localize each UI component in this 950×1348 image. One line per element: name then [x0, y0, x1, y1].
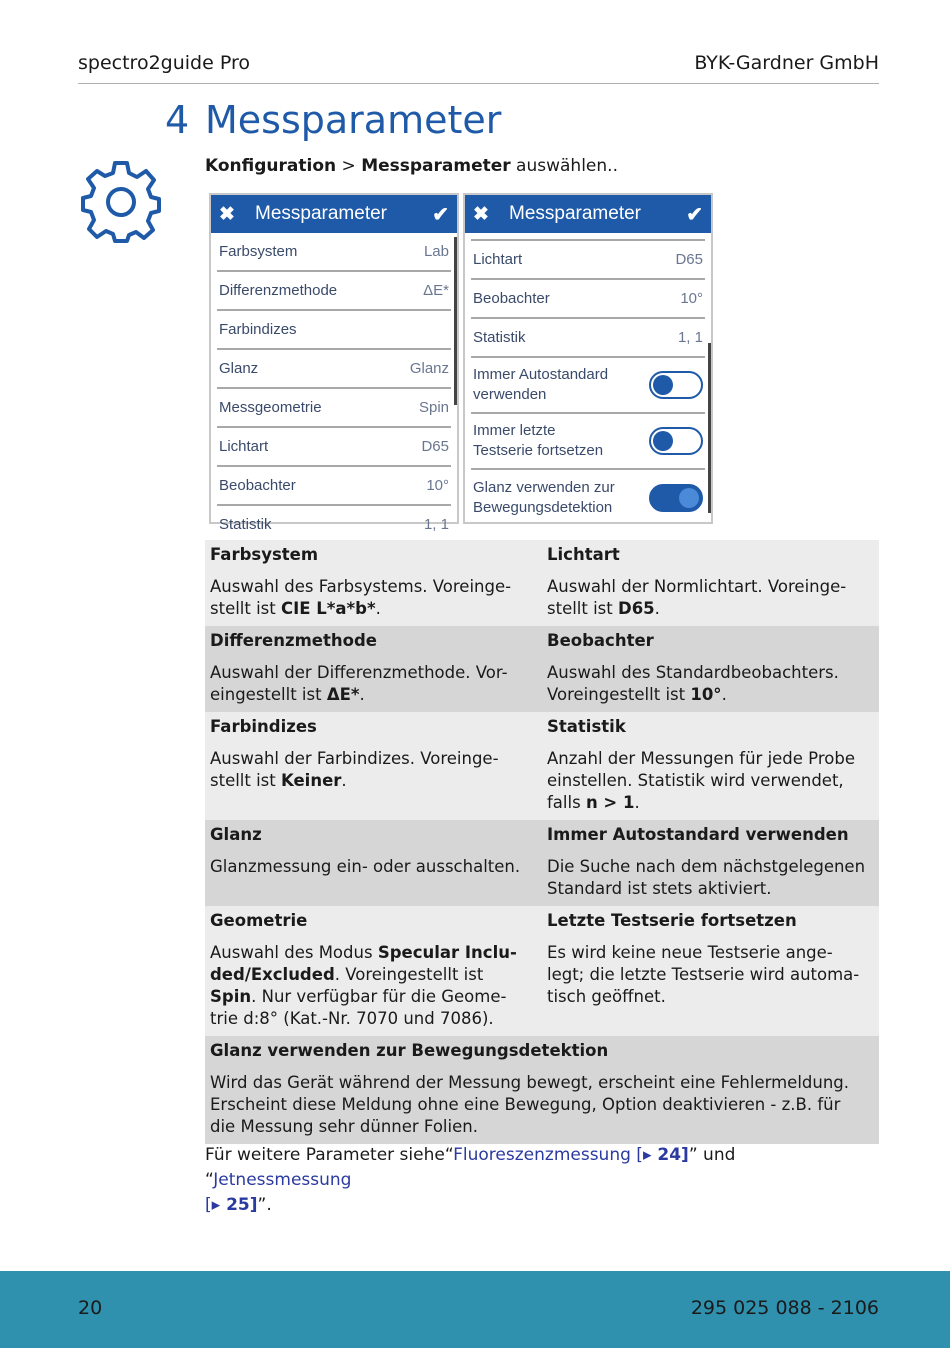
- parameter-table: [205, 540, 879, 1144]
- param-text: .: [341, 771, 347, 790]
- list-item-testserie[interactable]: [471, 414, 705, 470]
- param-text: eingestellt ist: [210, 685, 327, 704]
- param-farbsystem: [205, 540, 542, 626]
- param-beobachter: [542, 626, 879, 712]
- checkmark-icon[interactable]: ✔: [432, 203, 449, 226]
- param-text: tisch geöffnet.: [547, 987, 666, 1006]
- param-default: Keiner: [281, 771, 342, 790]
- header-company: BYK-Gardner GmbH: [694, 52, 879, 74]
- toggle-knob: [653, 431, 673, 451]
- param-heading: Immer Autostandard verwenden: [547, 825, 849, 844]
- link-text: [: [205, 1195, 212, 1215]
- param-farbindizes: [205, 712, 542, 820]
- table-row: [205, 820, 879, 906]
- param-text: Wird das Gerät während der Messung bewegt, erscheint eine Fehlermeldung.: [210, 1073, 850, 1092]
- param-text: stellt ist: [210, 599, 281, 618]
- close-icon[interactable]: ✖: [219, 203, 235, 225]
- param-heading: Farbindizes: [210, 717, 317, 736]
- screen-header: [211, 195, 457, 233]
- table-row: [205, 626, 879, 712]
- param-text: trie d:8° (Kat.-Nr. 7070 und 7086).: [210, 1009, 494, 1028]
- list-item-lichtart[interactable]: [471, 241, 705, 280]
- param-text: Auswahl der Normlichtart. Voreinge-: [547, 577, 847, 596]
- param-text: Auswahl der Differenzmethode. Vor-: [210, 663, 508, 682]
- list-item-autostandard[interactable]: [471, 358, 705, 414]
- list-item-label: Messgeometrie: [219, 399, 322, 416]
- screen-title: Messparameter: [255, 203, 387, 224]
- chapter-title: [165, 98, 501, 142]
- param-lichtart: [542, 540, 879, 626]
- list-item-lichtart[interactable]: [217, 428, 451, 467]
- see-also-prefix: Für weitere Parameter siehe“: [205, 1145, 454, 1165]
- param-text: .: [375, 599, 381, 618]
- list-item-beobachter[interactable]: [471, 280, 705, 319]
- param-text: einstellen. Statistik wird verwendet,: [547, 771, 844, 790]
- param-differenzmethode: [205, 626, 542, 712]
- gear-icon: [82, 160, 160, 242]
- list-item-value: 10°: [680, 290, 703, 307]
- param-text: Voreingestellt ist: [547, 685, 691, 704]
- param-text: Standard ist stets aktiviert.: [547, 879, 772, 898]
- param-text: Glanzmessung ein- oder ausschalten.: [210, 857, 521, 876]
- param-text: Es wird keine neue Testserie ange-: [547, 943, 833, 962]
- list-item-value: Lab: [423, 243, 449, 260]
- intro-menu-2: Messparameter: [361, 156, 511, 176]
- param-text: .: [359, 685, 365, 704]
- list-item-differenzmethode[interactable]: [217, 272, 451, 311]
- param-text: . Nur verfügbar für die Geome-: [251, 987, 507, 1006]
- list-item-label: [473, 478, 615, 518]
- link-page: 24]: [651, 1145, 689, 1165]
- table-row: [205, 1036, 879, 1144]
- param-text: .: [721, 685, 727, 704]
- param-heading: Glanz verwenden zur Bewegungsdetektion: [210, 1041, 609, 1060]
- param-text: .: [634, 793, 640, 812]
- param-default: Spin: [210, 987, 252, 1006]
- intro-text: [205, 156, 618, 176]
- param-text: . Voreingestellt ist: [334, 965, 484, 984]
- intro-suffix: auswählen..: [510, 156, 618, 176]
- param-default: 10°: [690, 685, 722, 704]
- screen-messparameter-2: [463, 193, 713, 524]
- page-number: 20: [78, 1297, 103, 1319]
- list-item-value: Glanz: [409, 360, 449, 377]
- param-glanz: [205, 820, 542, 906]
- label-line: Bewegungsdetektion: [473, 499, 613, 516]
- param-mode: ded/Excluded: [210, 965, 335, 984]
- param-bewegungsdetektion: [205, 1036, 879, 1144]
- param-heading: Statistik: [547, 717, 626, 736]
- param-text: Anzahl der Messungen für jede Probe: [547, 749, 855, 768]
- screen-title: Messparameter: [509, 203, 641, 224]
- caret-right-icon: ▸: [642, 1145, 652, 1165]
- chapter-title-text: Messparameter: [205, 98, 502, 142]
- link-fluoreszenzmessung[interactable]: [453, 1145, 689, 1165]
- see-also-text: [205, 1143, 879, 1218]
- list-item-label: Farbsystem: [219, 243, 298, 260]
- list-item-messgeometrie[interactable]: [217, 389, 451, 428]
- list-item-label: [473, 365, 608, 405]
- scrollbar[interactable]: [708, 343, 711, 513]
- label-line: Immer Autostandard: [473, 366, 609, 383]
- label-line: Glanz verwenden zur: [473, 479, 615, 496]
- label-line: verwenden: [473, 386, 547, 403]
- param-autostandard: [542, 820, 879, 906]
- checkmark-icon[interactable]: ✔: [686, 203, 703, 226]
- scrollbar[interactable]: [454, 237, 457, 405]
- close-icon[interactable]: ✖: [473, 203, 489, 225]
- param-text: falls: [547, 793, 586, 812]
- list-item-label: Beobachter: [219, 477, 296, 494]
- header-product: spectro2guide Pro: [78, 52, 250, 74]
- list-item-farbindizes[interactable]: [217, 311, 451, 350]
- toggle-knob: [653, 375, 673, 395]
- param-heading: Farbsystem: [210, 545, 319, 564]
- list-item-label: Glanz: [219, 360, 259, 377]
- param-heading: Lichtart: [547, 545, 620, 564]
- list-item-value: D65: [421, 438, 449, 455]
- screen-messparameter-1: [209, 193, 459, 533]
- param-default: D65: [618, 599, 655, 618]
- link-text: Jetnessmessung: [213, 1170, 352, 1190]
- toggle-knob: [679, 488, 699, 508]
- link-page: 25]: [220, 1195, 258, 1215]
- list-item-beobachter[interactable]: [217, 467, 451, 506]
- list-item-value: 1, 1: [423, 516, 449, 533]
- parameter-list: [465, 233, 711, 526]
- list-item-farbsystem[interactable]: [217, 233, 451, 272]
- list-item-label: Lichtart: [473, 251, 523, 268]
- param-default: CIE L*a*b*: [281, 599, 376, 618]
- parameter-list: [211, 233, 457, 545]
- list-item-value: Spin: [418, 399, 449, 416]
- list-item-divider: [471, 233, 705, 241]
- testserie-toggle[interactable]: [649, 427, 703, 455]
- param-statistik: [542, 712, 879, 820]
- link-jetnessmessung[interactable]: [205, 1170, 351, 1215]
- list-item-label: [473, 421, 603, 461]
- table-row: [205, 906, 879, 1036]
- param-text: die Messung sehr dünner Folien.: [210, 1117, 478, 1136]
- list-item-label: Lichtart: [219, 438, 269, 455]
- list-item-value: 10°: [426, 477, 449, 494]
- list-item-glanz[interactable]: [217, 350, 451, 389]
- param-text: Auswahl des Farbsystems. Voreinge-: [210, 577, 512, 596]
- screen-header: [465, 195, 711, 233]
- list-item-value: ΔE*: [423, 282, 449, 299]
- param-default: ΔE*: [326, 685, 360, 704]
- label-line: Testserie fortsetzen: [473, 442, 604, 459]
- param-text: Erscheint diese Meldung ohne eine Bewegung, Option deaktivieren - z.B. für: [210, 1095, 841, 1114]
- list-item-bewegungsdetektion[interactable]: [471, 470, 705, 526]
- param-geometrie: [205, 906, 542, 1036]
- intro-separator: >: [336, 156, 362, 176]
- chapter-number: 4: [165, 98, 190, 142]
- header-divider: [78, 83, 879, 84]
- param-mode: Specular Inclu-: [377, 943, 517, 962]
- param-heading: Glanz: [210, 825, 262, 844]
- param-heading: Beobachter: [547, 631, 654, 650]
- list-item-label: Differenzmethode: [219, 282, 338, 299]
- list-item-statistik[interactable]: [471, 319, 705, 358]
- param-text: Auswahl der Farbindizes. Voreinge-: [210, 749, 499, 768]
- intro-menu-1: Konfiguration: [205, 156, 337, 176]
- list-item-value: 1, 1: [677, 329, 703, 346]
- param-testserie: [542, 906, 879, 1036]
- param-heading: Differenzmethode: [210, 631, 377, 650]
- param-heading: Letzte Testserie fortsetzen: [547, 911, 797, 930]
- caret-right-icon: ▸: [211, 1195, 221, 1215]
- see-also-mid: ” und “: [205, 1145, 736, 1190]
- param-default: n > 1: [585, 793, 635, 812]
- param-text: .: [654, 599, 660, 618]
- list-item-label: Statistik: [219, 516, 272, 533]
- param-text: Auswahl des Modus: [210, 943, 378, 962]
- label-line: Immer letzte: [473, 422, 556, 439]
- list-item-value: D65: [675, 251, 703, 268]
- document-number: 295 025 088 - 2106: [690, 1297, 879, 1319]
- param-text: stellt ist: [210, 771, 281, 790]
- bewegungsdetektion-toggle[interactable]: [649, 484, 703, 512]
- list-item-label: Beobachter: [473, 290, 550, 307]
- list-item-label: Farbindizes: [219, 321, 297, 338]
- table-row: [205, 712, 879, 820]
- link-text: Fluoreszenzmessung [: [453, 1145, 643, 1165]
- table-row: [205, 540, 879, 626]
- param-text: stellt ist: [547, 599, 618, 618]
- param-heading: Geometrie: [210, 911, 308, 930]
- param-text: Die Suche nach dem nächstgelegenen: [547, 857, 866, 876]
- see-also-suffix: ”.: [257, 1195, 272, 1215]
- list-item-label: Statistik: [473, 329, 526, 346]
- param-text: Auswahl des Standardbeobachters.: [547, 663, 839, 682]
- autostandard-toggle[interactable]: [649, 371, 703, 399]
- param-text: legt; die letzte Testserie wird automa-: [547, 965, 860, 984]
